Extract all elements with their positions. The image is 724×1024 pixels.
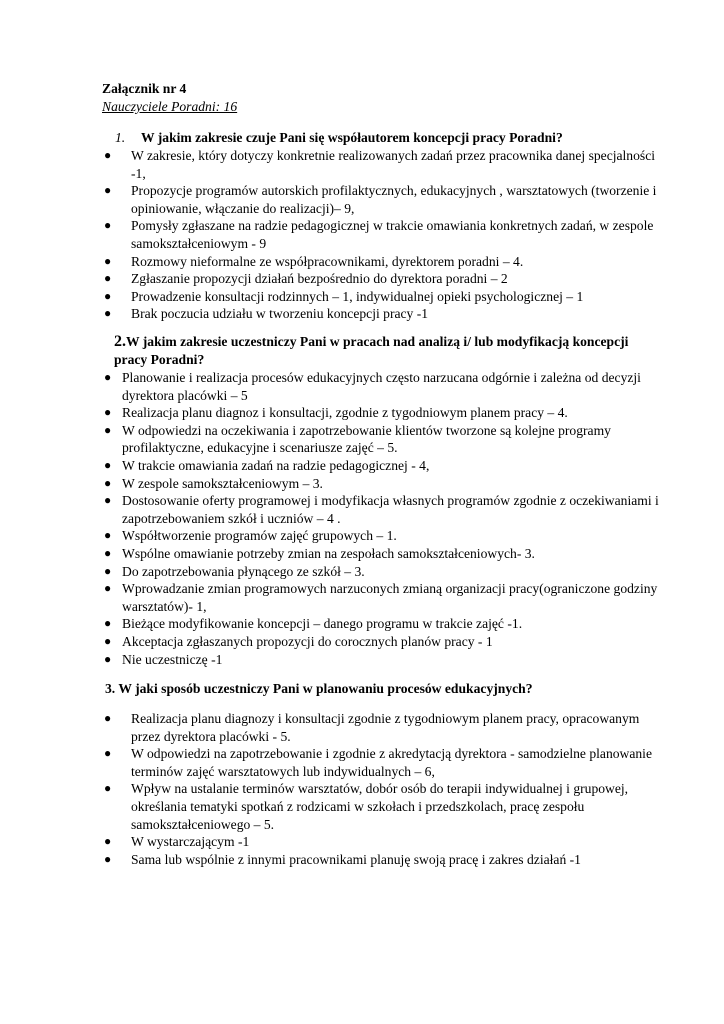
- bullet-icon: ●: [104, 493, 112, 508]
- list-item-text: Planowanie i realizacja procesów edukacyjnych często narzucana odgórnie i zależna od decyzji dyrektora placówki – 5: [122, 370, 641, 403]
- bullet-icon: ●: [104, 306, 112, 321]
- question-2-text: W jakim zakresie uczestniczy Pani w pracach nad analizą i/ lub modyfikacją koncepcji pracy Poradni?: [114, 334, 629, 367]
- attachment-title: Załącznik nr 4: [102, 81, 187, 96]
- list-item-text: Brak poczucia udziału w tworzeniu koncepcji pracy -1: [131, 306, 429, 322]
- list-item-text: Do zapotrzebowania płynącego ze szkół – 3.: [122, 563, 365, 579]
- question-2: [102, 333, 662, 369]
- list-item: [102, 710, 662, 745]
- list-item: [102, 833, 662, 851]
- bullet-icon: ●: [104, 746, 112, 761]
- question-1-number: 1.: [115, 130, 126, 145]
- list-item-text: W wystarczającym -1: [131, 834, 250, 850]
- list-item-text: Wprowadzanie zmian programowych narzuconych zmianą organizacji pracy(ograniczone godziny warsztatów)- 1,: [122, 581, 658, 614]
- answer-list-1: [102, 147, 662, 323]
- list-item: [102, 404, 662, 422]
- list-item-text: Prowadzenie konsultacji rodzinnych – 1, indywidualnej opieki psychologicznej – 1: [131, 288, 584, 304]
- list-item: [102, 527, 662, 545]
- list-item: [102, 633, 662, 651]
- list-item: [102, 182, 662, 217]
- question-3-text: W jaki sposób uczestniczy Pani w planowaniu procesów edukacyjnych?: [118, 681, 533, 696]
- list-item-text: Zgłaszanie propozycji działań bezpośrednio do dyrektora poradni – 2: [131, 271, 508, 287]
- bullet-icon: ●: [104, 781, 112, 796]
- list-item-text: Pomysły zgłaszane na radzie pedagogicznej w trakcie omawiania konkretnych zadań, w zespole samokształceniowym - 9: [131, 218, 654, 251]
- list-item: [102, 422, 662, 457]
- list-item: [102, 745, 662, 780]
- bullet-icon: ●: [104, 616, 112, 631]
- question-3: [102, 680, 662, 698]
- bullet-icon: ●: [104, 457, 112, 472]
- bullet-icon: ●: [104, 183, 112, 198]
- list-item: [102, 305, 662, 323]
- answer-list-2: [102, 369, 662, 668]
- bullet-icon: ●: [104, 545, 112, 560]
- list-item: [102, 545, 662, 563]
- attachment-subtitle: Nauczyciele Poradni: 16: [102, 99, 238, 114]
- list-item-text: Propozycje programów autorskich profilaktycznych, edukacyjnych , warsztatowych (tworzenie i opiniowanie, włączanie do realizacji)– 9,: [131, 183, 657, 216]
- list-item-text: W zespole samokształceniowym – 3.: [122, 475, 323, 491]
- list-item: [102, 369, 662, 404]
- list-item: [102, 563, 662, 581]
- list-item-text: Wpływ na ustalanie terminów warsztatów, dobór osób do terapii indywidualnej i grupowej, określania tematyki spotkań z rodzicami w szkołach i przedszkolach, pracę zespołu samokształceniowego – 5.: [131, 781, 629, 832]
- bullet-icon: ●: [104, 651, 112, 666]
- list-item-text: Dostosowanie oferty programowej i modyfikacja własnych programów zgodnie z oczekiwaniami i zapotrzebowaniem szkół i uczniów – 4 .: [122, 493, 659, 526]
- bullet-icon: ●: [104, 288, 112, 303]
- question-3-number: 3.: [105, 681, 116, 696]
- list-item: [102, 851, 662, 869]
- list-item: [102, 270, 662, 288]
- section-3: [102, 680, 662, 868]
- list-item: [102, 253, 662, 271]
- section-1: [102, 129, 662, 323]
- list-item-text: Akceptacja zgłaszanych propozycji do corocznych planów pracy - 1: [122, 633, 493, 649]
- list-item-text: Nie uczestniczę -1: [122, 651, 223, 667]
- list-item-text: Realizacja planu diagnozy i konsultacji zgodnie z tygodniowym planem pracy, opracowanym przez dyrektora placówki - 5.: [131, 711, 640, 744]
- document-header: [102, 80, 237, 116]
- list-item-text: Wspólne omawianie potrzeby zmian na zespołach samokształceniowych- 3.: [122, 545, 535, 561]
- list-item: [102, 651, 662, 669]
- bullet-icon: ●: [104, 834, 112, 849]
- bullet-icon: ●: [104, 563, 112, 578]
- bullet-icon: ●: [104, 528, 112, 543]
- bullet-icon: ●: [104, 148, 112, 162]
- bullet-icon: ●: [104, 218, 112, 233]
- list-item-text: Rozmowy nieformalne ze współpracownikami, dyrektorem poradni – 4.: [131, 253, 524, 269]
- list-item-text: W zakresie, który dotyczy konkretnie realizowanych zadań przez pracownika danej specjalności -1,: [131, 148, 656, 181]
- list-item-text: Realizacja planu diagnoz i konsultacji, zgodnie z tygodniowym planem pracy – 4.: [122, 405, 568, 421]
- bullet-icon: ●: [104, 253, 112, 268]
- list-item: [102, 288, 662, 306]
- list-item-text: Bieżące modyfikowanie koncepcji – danego programu w trakcie zajęć -1.: [122, 616, 523, 632]
- list-item: [102, 780, 662, 833]
- list-item: [102, 217, 662, 252]
- list-item-text: W odpowiedzi na zapotrzebowanie i zgodnie z akredytacją dyrektora - samodzielne planowanie terminów zajęć warsztatowych lub indywidualnych – 6,: [131, 746, 652, 779]
- bullet-icon: ●: [104, 475, 112, 490]
- bullet-icon: ●: [104, 851, 112, 866]
- list-item: [102, 475, 662, 493]
- list-item: [102, 492, 662, 527]
- bullet-icon: ●: [104, 422, 112, 437]
- list-item-text: W odpowiedzi na oczekiwania i zapotrzebowanie klientów tworzone są kolejne programy profilaktyczne, edukacyjne i scenariusze zajęć – 5.: [122, 422, 611, 456]
- bullet-icon: ●: [104, 581, 112, 596]
- section-2: [102, 333, 662, 668]
- bullet-icon: ●: [104, 711, 112, 725]
- question-1-text: W jakim zakresie czuje Pani się współautorem koncepcji pracy Poradni?: [141, 130, 563, 145]
- list-item-text: Współtworzenie programów zajęć grupowych – 1.: [122, 528, 397, 544]
- list-item: [102, 147, 662, 182]
- list-item: [102, 457, 662, 475]
- list-item-text: W trakcie omawiania zadań na radzie pedagogicznej - 4,: [122, 457, 430, 473]
- list-item-text: Sama lub wspólnie z innymi pracownikami planuję swoją pracę i zakres działań -1: [131, 851, 581, 867]
- bullet-icon: ●: [104, 370, 112, 384]
- bullet-icon: ●: [104, 405, 112, 420]
- answer-list-3: [102, 710, 662, 868]
- bullet-icon: ●: [104, 633, 112, 648]
- question-1: [102, 129, 662, 147]
- list-item: [102, 580, 662, 615]
- question-2-number: 2.: [114, 333, 126, 350]
- bullet-icon: ●: [104, 271, 112, 286]
- list-item: [102, 615, 662, 633]
